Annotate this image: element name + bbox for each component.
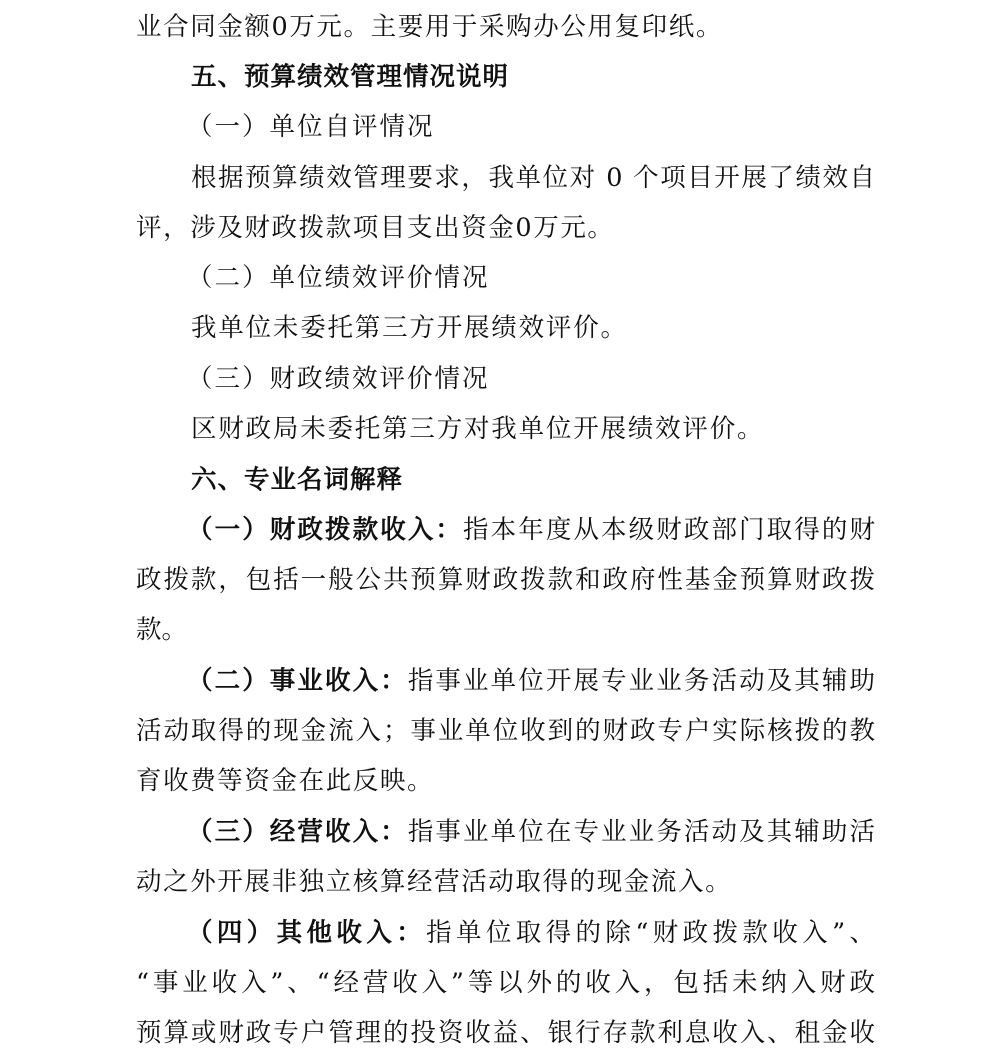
term-label: （三）经营收入：: [187, 817, 408, 847]
definition-line: [136, 661, 876, 701]
paragraph-line: 业合同金额0万元。主要用于采购办公用复印纸。: [136, 12, 723, 42]
paragraph-line: 我单位未委托第三方开展绩效评价。: [191, 313, 628, 343]
subsection-heading: （二）单位绩效评价情况: [187, 263, 490, 293]
paragraph-line: 活动取得的现金流入；事业单位收到的财政专户实际核拨的教: [136, 716, 876, 746]
subsection-heading: （三）财政绩效评价情况: [187, 364, 490, 394]
definition-line: [136, 510, 876, 550]
term-definition: 指事业单位在专业业务活动及其辅助活: [407, 817, 876, 847]
term-definition: 指事业单位开展专业业务活动及其辅助: [407, 666, 876, 696]
term-label: （二）事业收入：: [187, 666, 408, 696]
paragraph-line: “事业收入”、“经营收入”等以外的收入，包括未纳入财政: [136, 968, 876, 998]
paragraph-line: 款。: [136, 615, 188, 645]
term-definition: 指本年度从本级财政部门取得的财: [463, 515, 876, 545]
section-heading-6: 六、专业名词解释: [191, 465, 404, 495]
term-label: （一）财政拨款收入：: [187, 515, 464, 545]
paragraph-line: 评，涉及财政拨款项目支出资金0万元。: [136, 213, 615, 243]
paragraph-line: 育收费等资金在此反映。: [136, 766, 435, 796]
paragraph-line: 动之外开展非独立核算经营活动取得的现金流入。: [136, 867, 733, 897]
paragraph-line: 根据预算绩效管理要求，我单位对 0 个项目开展了绩效自: [191, 163, 876, 193]
subsection-heading: （一）单位自评情况: [187, 112, 435, 142]
paragraph-line: 政拨款，包括一般公共预算财政拨款和政府性基金预算财政拨: [136, 565, 876, 595]
section-heading-5: 五、预算绩效管理情况说明: [191, 62, 510, 92]
term-label: （四）其他收入：: [187, 918, 427, 948]
term-definition: 指单位取得的除“财政拨款收入”、: [426, 918, 876, 948]
paragraph-line: 区财政局未委托第三方对我单位开展绩效评价。: [191, 414, 765, 444]
paragraph-line: 预算或财政专户管理的投资收益、银行存款利息收入、租金收: [136, 1018, 876, 1048]
definition-line: [136, 913, 876, 953]
definition-line: [136, 812, 876, 852]
